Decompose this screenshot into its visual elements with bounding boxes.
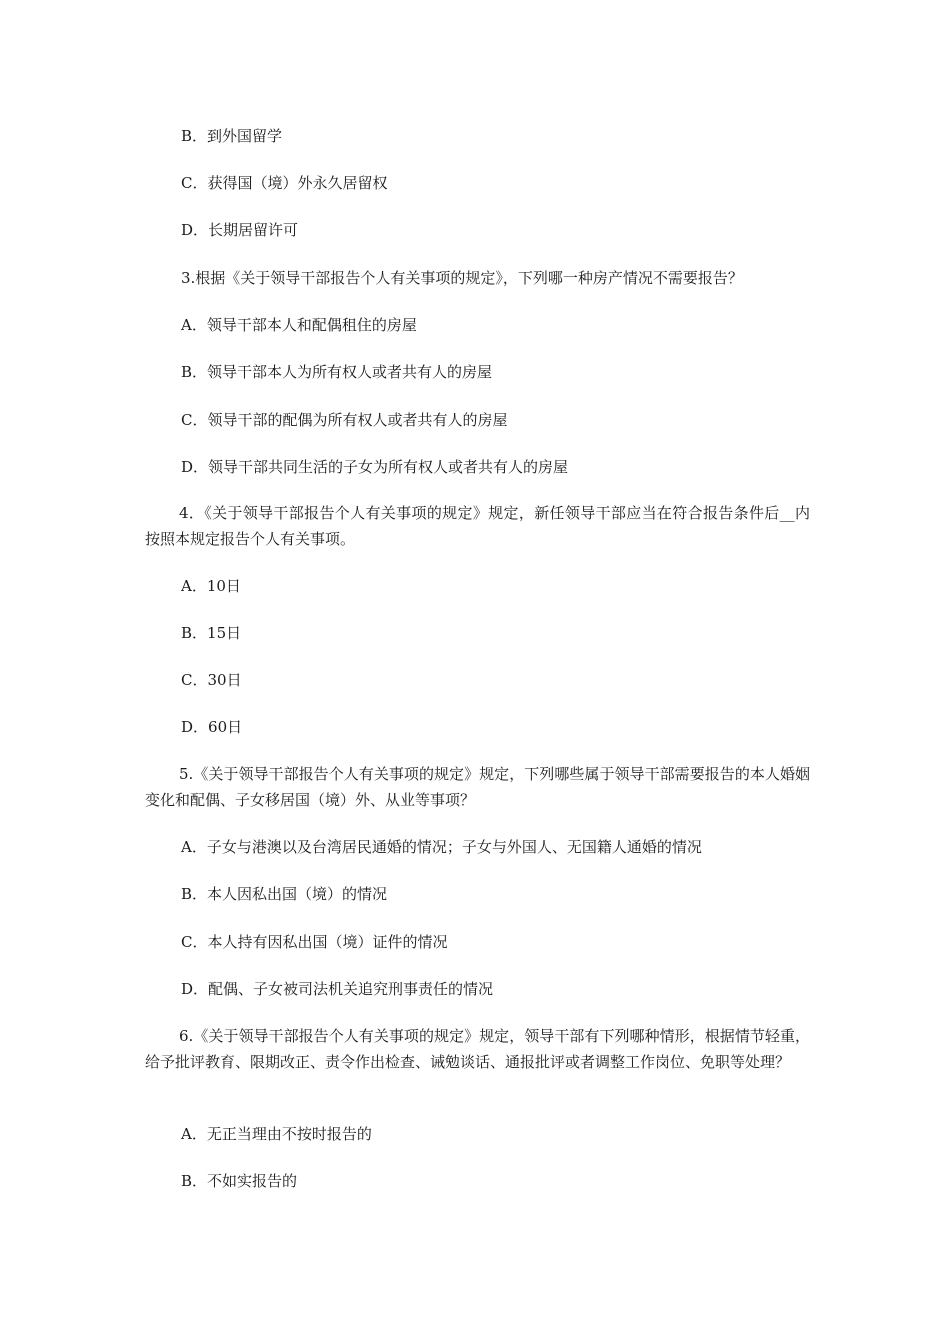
question-3: 3.根据《关于领导干部报告个人有关事项的规定》，下列哪一种房产情况不需要报告？ bbox=[181, 269, 743, 287]
option-q2-b: B．到外国留学 bbox=[181, 127, 283, 145]
question-6: 6.《关于领导干部报告个人有关事项的规定》规定，领导干部有下列哪种情形，根据情节轻重，给予批评教育、限期改正、责令作出检查、诫勉谈话、通报批评或者调整工作岗位、免职等处理？ bbox=[145, 1027, 810, 1071]
option-q5-a: A．子女与港澳以及台湾居民通婚的情况；子女与外国人、无国籍人通婚的情况 bbox=[181, 838, 702, 856]
option-q3-b: B．领导干部本人为所有权人或者共有人的房屋 bbox=[181, 363, 493, 381]
question-5: 5.《关于领导干部报告个人有关事项的规定》规定，下列哪些属于领导干部需要报告的本人婚姻变化和配偶、子女移居国（境）外、从业等事项？ bbox=[145, 765, 810, 809]
option-q3-c: C．领导干部的配偶为所有权人或者共有人的房屋 bbox=[181, 411, 508, 429]
option-q4-b: B．15日 bbox=[181, 624, 242, 642]
option-q4-c: C．30日 bbox=[181, 671, 242, 689]
option-q4-a: A．10日 bbox=[181, 577, 241, 595]
option-q4-d: D．60日 bbox=[181, 718, 243, 736]
option-q5-b: B．本人因私出国（境）的情况 bbox=[181, 885, 388, 903]
option-q5-c: C．本人持有因私出国（境）证件的情况 bbox=[181, 933, 448, 951]
option-q3-a: A．领导干部本人和配偶租住的房屋 bbox=[181, 316, 417, 334]
option-q3-d: D．领导干部共同生活的子女为所有权人或者共有人的房屋 bbox=[181, 458, 569, 476]
option-q2-d: D．长期居留许可 bbox=[181, 221, 299, 239]
option-q6-b: B．不如实报告的 bbox=[181, 1172, 298, 1190]
option-q2-c: C．获得国（境）外永久居留权 bbox=[181, 174, 388, 192]
option-q6-a: A．无正当理由不按时报告的 bbox=[181, 1125, 372, 1143]
question-4: 4．《关于领导干部报告个人有关事项的规定》规定，新任领导干部应当在符合报告条件后__内按照本规定报告个人有关事项。 bbox=[145, 504, 810, 548]
option-q5-d: D．配偶、子女被司法机关追究刑事责任的情况 bbox=[181, 980, 494, 998]
